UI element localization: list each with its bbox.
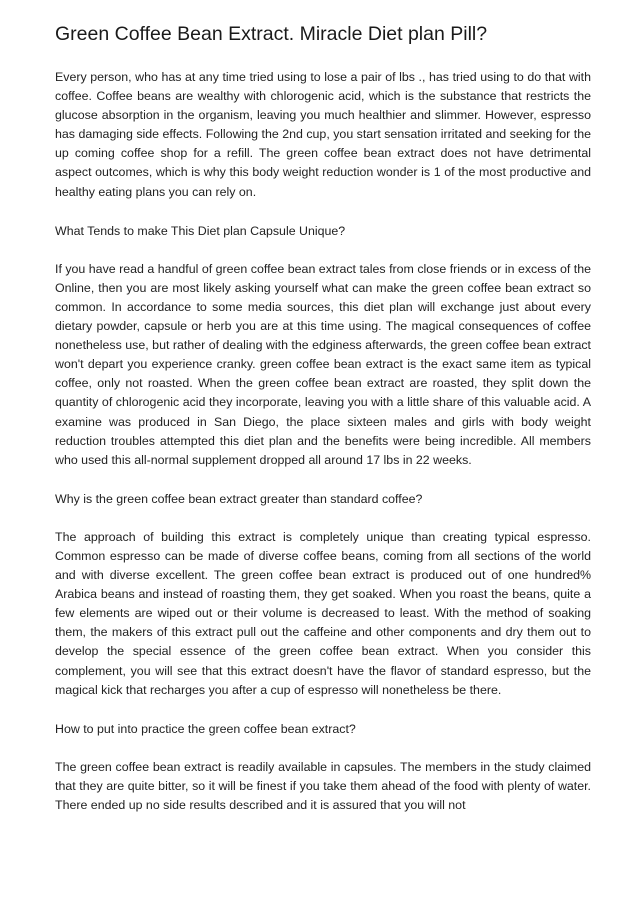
document-title: Green Coffee Bean Extract. Miracle Diet plan Pill? [55, 23, 488, 45]
document-page [55, 20, 591, 835]
section-heading-unique: What Tends to make This Diet plan Capsule Unique? [55, 223, 346, 238]
section-heading-greater: Why is the green coffee bean extract greater than standard coffee? [55, 491, 423, 506]
paragraph-practice: The green coffee bean extract is readily available in capsules. The members in the study claimed that they are quite bitter, so it will be finest if you take them ahead of the food with plenty of water. There ended up no side results described and it is assured that you will not [55, 759, 591, 812]
section-heading-practice: How to put into practice the green coffee bean extract? [55, 721, 356, 736]
paragraph-intro: Every person, who has at any time tried using to lose a pair of lbs ., has tried using to do that with coffee. Coffee beans are wealthy with chlorogenic acid, which is the substance that restricts the glucose absorption in the organism, leaving you much healthier and slimmer. However, espresso has damaging side effects. Following the 2nd cup, you start sensation irritated and seeking for the up coming coffee shop for a refill. The green coffee bean extract does not have detrimental aspect outcomes, which is why this body weight reduction wonder is 1 of the most productive and healthy eating plans you can rely on. [55, 70, 591, 199]
paragraph-greater: The approach of building this extract is completely unique than creating typical espresso. Common espresso can be made of diverse coffee beans, coming from all sections of the world and with diverse excellent. The green coffee bean extract is produced out of one hundred% Arabica beans and instead of roasting them, they get soaked. When you roast the beans, quite a few elements are wiped out or their volume is decreased to least. With the method of soaking them, the makers of this extract pull out the caffeine and other components and dry them out to develop the special essence of the green coffee bean extract. When you consider this complement, you will see that this extract doesn't have the flavor of standard espresso, but the magical kick that recharges you after a cup of espresso will nonetheless be there. [55, 529, 591, 697]
paragraph-unique: If you have read a handful of green coffee bean extract tales from close friends or in excess of the Online, then you are most likely asking yourself what can make the green coffee bean extract so common. In accordance to some media sources, this diet plan will exchange just about every dietary powder, capsule or herb you are at this time using. The magical consequences of coffee nonetheless use, but rather of dealing with the edginess afterwards, the green coffee bean extract won't depart you experience cranky. green coffee bean extract is the exact same item as typical coffee, only not roasted. When the green coffee bean extract are roasted, they split down the quantity of chlorogenic acid they incorporate, leaving you with a little share of this valuable acid. A examine was produced in San Diego, the place sixteen males and girls with body weight reduction troubles attempted this diet plan and the benefits were being incredible. All members who used this all-normal supplement dropped all around 17 lbs in 22 weeks. [55, 261, 591, 467]
